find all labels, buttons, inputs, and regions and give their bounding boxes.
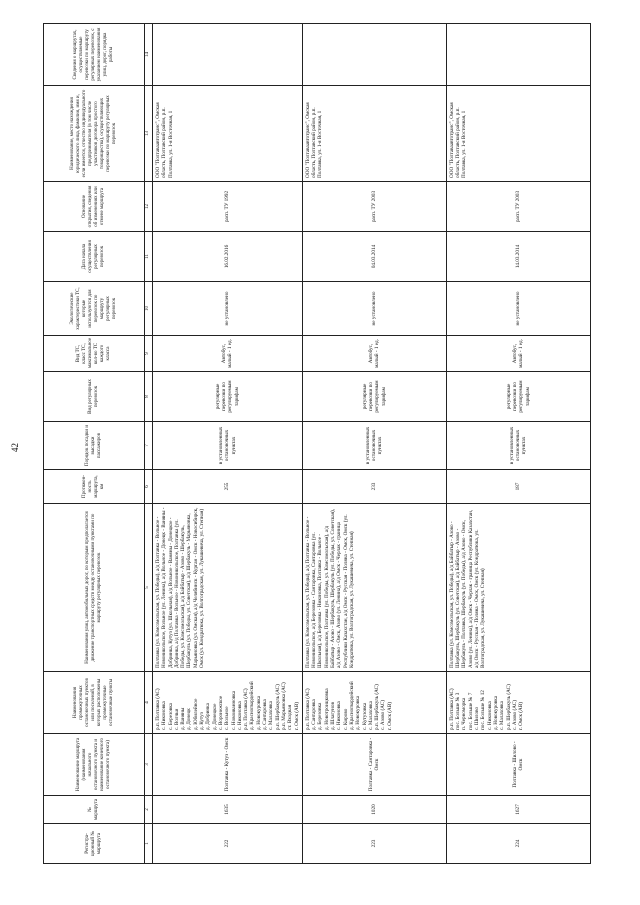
table-row [302,24,446,864]
table-row [446,24,590,864]
col-header-carrier: Наименование, место нахождения юридического лица, фамилия, имя и, если имеется, отчество индивидуального предпринимателя (в том числе участников договора простого товарищества), осуществляющих перевозки по маршруту регулярных перевозок [44,86,145,182]
col-number: 11 [145,232,153,282]
stop-item: пос. Больше № 7 [467,692,474,730]
col-number: 9 [145,336,153,372]
stop-item: с. Азово (АС) [511,700,518,730]
cell-stops [446,672,590,734]
stop-item: с. Кирово [342,708,349,730]
stop-item: д. Шлагунов [330,702,337,730]
stop-item: г. Омск (АВ) [386,702,393,730]
stop-item: д. Красногвардейский [249,681,256,730]
stop-item: п. Черноморка [461,697,468,730]
stop-item: с. Березовка [167,703,174,730]
stop-item: с. Никоновка [336,701,343,730]
cell-length: 187 [446,470,590,504]
stop-item: пос. Больше № 3 [455,692,462,730]
col-number: 14 [145,24,153,86]
cell-start-date: 14.03.2014 [446,232,590,282]
col-header-route-no: № маршрута [44,796,145,824]
cell-reg-no: 223 [302,824,446,864]
stop-item: пос. Больше № 12 [480,690,487,730]
stop-item: д. Ваняны [180,707,187,730]
col-header-reg-no: Регистра-ционный № маршрута [44,824,145,864]
col-number: 8 [145,372,153,422]
cell-eco: не установлено [446,282,590,336]
page-number: 42 [10,443,20,452]
cell-boarding: в установленных остановочных пунктах [153,422,303,470]
col-header-length: Протяжен-ность маршрута, км [44,470,145,504]
cell-route-name: Полтавка - Шилово - Омск [446,734,590,796]
stop-item: д. Новокуровка [492,695,499,730]
cell-vehicle: Автобус, малый - 1 ед. [153,336,303,372]
cell-streets: Полтавка (ул. Комсомольская, ул. Победы), а/д Полтавка - Вольное - Новоникольское, Вольное (ул. Ленина), а/д Вольное - Донецк - Ваняны - Добринка, Кутуз (ул. Школьная), а/д Вольное - Ваняны - Донецкое - Добринка, а/д Полтавка - Вольное - Новоникольское, Полтавка (ул. Победы, ул. Комсомольская), а/д Байбатыр - Азово - Шербакуль, Шербакуль (ул. Победы, ул. Советская), а/д Шербакуль - Марьяновка, Марьяновка (ул. Омская), а/д Челябинск - Курган - Омск - Новосибирск, Омск (ул. Кондратюка, ул. Волгоградская, ул. Лукашевича, ул. Степная) [153,504,303,672]
stop-item: д. Донецк [186,708,193,730]
cell-basis: расп. ТУ 1992 [153,182,303,232]
stop-item: д. Донецкое [211,703,218,730]
cell-carrier: ООО "Полтаваавтотранс", Омская область, Полтавский район, р.п. Полтавка, ул. 1-я Восточная, 1 [153,86,303,182]
cell-carrier: ООО "Полтаваавтотранс", Омская область, Полтавский район, р.п. Полтавка, ул. 1-я Восточная, 1 [302,86,446,182]
cell-route-name: Полтавка - Кутуз - Омск [153,734,303,796]
stop-item: р.п. Полтавка (АС) [155,688,161,730]
stop-item: д. Добринка [205,703,212,730]
stop-item: д. Сантаровка [262,699,269,730]
col-header-streets: Наименования улиц, автомобильных дорог, по которым предполагается движение транспортных средств между остановочными пунктами по маршруту регулярных перевозок [44,504,145,672]
cell-route-no: 1627 [446,796,590,824]
cell-transport-kind: регулярные перевозки по регулируемым тарифам [302,372,446,422]
col-header-basis: Основание открытия, сведения об изменениях или отмене маршрута [44,182,145,232]
cell-basis: расп. ТУ 2003 [446,182,590,232]
col-number: 13 [145,86,153,182]
stop-item: д. Юбилейное [192,698,199,730]
stop-item: р.п. Марьяновка (АС) [280,682,287,730]
cell-basis: расп. ТУ 2003 [302,182,446,232]
cell-start-date: 04.03.2014 [302,232,446,282]
col-number: 10 [145,282,153,336]
cell-route-no: 1020 [302,796,446,824]
stop-item: г. Омск (АВ) [518,702,525,730]
cell-reg-no: 222 [153,824,303,864]
stop-item: д. Красногвардейский [348,681,355,730]
cell-notes [302,24,446,86]
cell-route-no: 1635 [153,796,303,824]
col-header-stops: Наименования промежуточных остановочных пунктов или поселений, в которых расположены промежуточные остановочные пункты [44,672,145,734]
col-number: 12 [145,182,153,232]
stop-item: с. Никоновка [161,701,168,730]
rotated-table-wrapper [43,24,603,864]
cell-length: 255 [153,470,303,504]
stop-item: р.п. Полтавка (АС) [304,688,311,730]
stop-item: с. Никоновка [486,701,493,730]
cell-notes [446,24,590,86]
stop-item: с. Шилово [474,706,481,730]
stop-item: с. Воронежское [217,695,224,730]
col-header-route-name: Наименование маршрута (наименования начального остановочного пункта и наименование конечного остановочного пункта) [44,734,145,796]
stop-item: ст. Входная [287,704,294,730]
cell-length: 233 [302,470,446,504]
col-header-boarding: Порядок посадки и высадки пассажиров [44,422,145,470]
cell-reg-no: 224 [446,824,590,864]
col-header-start-date: Дата начала осуществления регулярных перевозок [44,232,145,282]
cell-notes [153,24,303,86]
cell-stops [302,672,446,734]
stop-item: с. Малаховка [268,701,275,730]
routes-table [43,23,591,864]
stop-item: р.п. Шербакуль (АС) [374,684,381,730]
col-number: 2 [145,796,153,824]
stop-item: с. Кутузовка [361,702,368,730]
column-number-row [145,24,153,864]
stop-item: с. Новоиванновка [230,690,237,730]
stop-item: д. Новокуровка [255,695,262,730]
stop-item: д. Кутуз [199,712,206,730]
col-number: 6 [145,470,153,504]
col-header-eco: Экологические характеристики ТС, которые используются для перевозок по маршруту регулярных перевозок [44,282,145,336]
col-number: 1 [145,824,153,864]
cell-start-date: 16.02.2016 [153,232,303,282]
col-number: 7 [145,422,153,470]
stop-item: д. Новотроицковка [323,688,330,730]
stop-item: д. Березовка [317,702,324,730]
cell-transport-kind: регулярные перевозки по регулируемым тарифам [446,372,590,422]
cell-vehicle: Автобус, малый - 1 ед. [446,336,590,372]
cell-transport-kind: регулярные перевозки по регулируемым тарифам [153,372,303,422]
stop-item: д. Новокуровка [355,695,362,730]
col-header-transport-kind: Вид регулярных перевозок [44,372,145,422]
stop-item: с. Малаховка [367,701,374,730]
stop-item: р.п. Шербакуль (АС) [274,684,281,730]
cell-route-name: Полтавка - Сантаровка - Омск [302,734,446,796]
stop-item: с. Никоновка [236,701,243,730]
stop-item: р.п. Полтавка (АС) [243,688,250,730]
stop-item: д. Сантаровка [311,699,318,730]
cell-stops [153,672,303,734]
stop-item: р.п. Полтавка (АС) [448,688,455,730]
cell-streets: Полтавка (ул. Комсомольская, ул. Победы), а/д Полтавка - Вольное - Новоникольское, а/д Березовка - Сантаровка, Сантаровка (ул. Школьная), а/д Березовка - Никоновка, Полтавка - Вольное - Новоникольское, Полтавка (ул. Победы, ул. Комсомольская), а/д Байбатыр - Азово - Шербакуль, Шербакуль (ул. Победы, ул. Советская), а/д Азово - Омск, Азово (ул. Ленина), а/д Омск - Черлак - граница Республики Казахстан, а/д Омск - Русская - Поляна - Омск, Омск (ул. Кондратюка, ул. Волгоградская, ул. Лукашевича, ул. Степная) [302,504,446,672]
col-header-vehicle: Вид ТС, класс ТС, максимальное кол-во ТС каждого класса [44,336,145,372]
table-row [153,24,303,864]
cell-boarding: в установленных остановочных пунктах [446,422,590,470]
stop-item: с. Малаховка [499,701,506,730]
cell-streets: Полтавка (ул. Комсомольская, ул. Победы), а/д Байбатыр - Азово - Шербакуль, Шербакуль (ул. Советская), а/д Байбатыр - Азово - Шербакуль - Полтавка, Шербакуль (ул. Победы), а/д Азово - Омск, Азово (ул. Ленина), а/д Омск - Черлак - граница Республики Казахстан, а/д Омск - Русская - Поляна - Омск, Омск (ул. Кондратюка, ул. Волгоградская, ул. Лукашевича, ул. Степная) [446,504,590,672]
cell-carrier: ООО "Полтаваавтотранс", Омская область, Полтавский район, р.п. Полтавка, ул. 1-я Восточная, 1 [446,86,590,182]
stop-item: с. Вольное [224,706,231,730]
cell-boarding: в установленных остановочных пунктах [302,422,446,470]
stop-item: р.п. Шербакуль (АС) [505,684,512,730]
header-row [44,24,145,864]
cell-vehicle: Автобус, малый - 1 ед. [302,336,446,372]
col-number: 3 [145,734,153,796]
stop-item: с. Азово (АС) [380,700,387,730]
col-number: 5 [145,504,153,672]
stop-item: с. Волчьи [173,708,180,730]
col-number: 4 [145,672,153,734]
cell-eco: не установлено [153,282,303,336]
col-header-notes: Сведения о маршрутах, осуществляемые перевозки по маршруту регулярных перевозок, с указанием наименования улиц, дорог, порядка работы [44,24,145,86]
cell-eco: не установлено [302,282,446,336]
stop-item: г. Омск (АВ) [293,702,300,730]
